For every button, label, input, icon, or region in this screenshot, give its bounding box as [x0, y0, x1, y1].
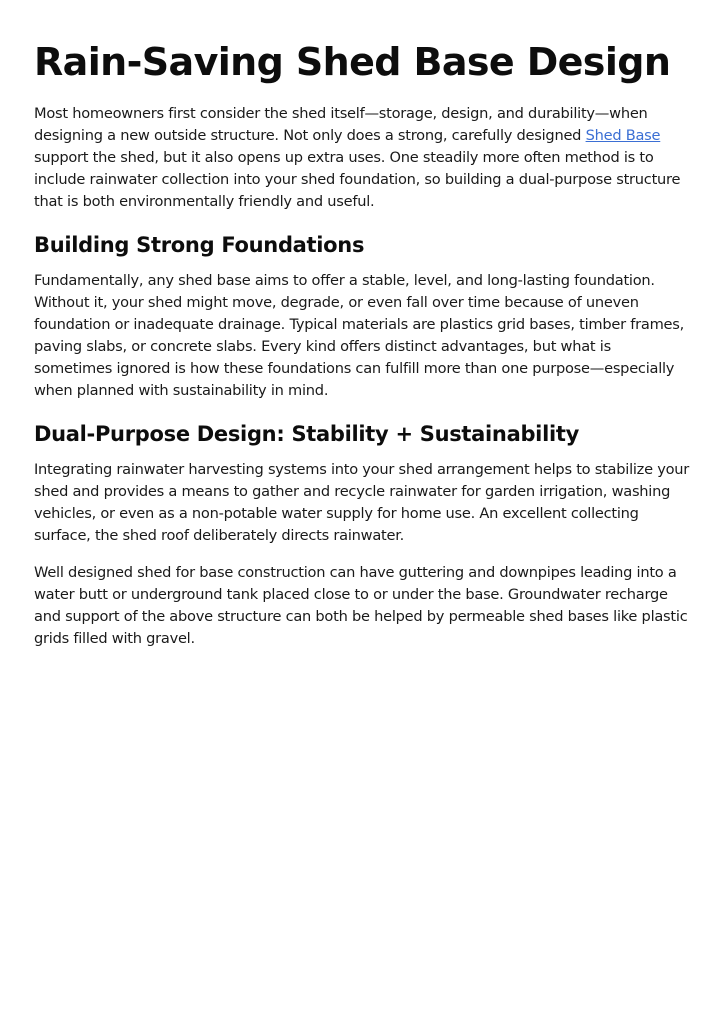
page-title: Rain-Saving Shed Base Design [34, 40, 671, 84]
shed-base-link[interactable]: Shed Base [585, 127, 661, 144]
shed-base-construction-paragraph: Well designed shed for base construction can have guttering and downpipes leading into a water butt or underground tank placed close to or under the base. Groundwater recharge and support of the above structure can both be helped by permeable shed bases like plastic grids filled with gravel. [34, 564, 688, 647]
document-page [34, 0, 690, 650]
rainwater-harvesting-paragraph: Integrating rainwater harvesting systems into your shed arrangement helps to stabilize your shed and provides a means to gather and recycle rainwater for garden irrigation, washing vehicles, or even as a non-potable water supply for home use. An excellent collecting surface, the shed roof deliberately directs rainwater. [34, 461, 690, 544]
intro-text-after-link: support the shed, but it also opens up extra uses. One steadily more often method is to include rainwater collection into your shed foundation, so building a dual-purpose structure that is both environmentally friendly and useful. [34, 149, 681, 210]
building-foundations-paragraph: Fundamentally, any shed base aims to offer a stable, level, and long-lasting foundation. Without it, your shed might move, degrade, or even fall over time because of uneven foundation or inadequate drainage. Typical materials are plastics grid bases, timber frames, paving slabs, or concrete slabs. Every kind offers distinct advantages, but what is sometimes ignored is how these foundations can fulfill more than one purpose—especially when planned with sustainability in mind. [34, 272, 685, 399]
section-heading-building-strong-foundations: Building Strong Foundations [34, 233, 365, 257]
section-heading-dual-purpose-design: Dual-Purpose Design: Stability + Sustainability [34, 422, 580, 446]
intro-paragraph [34, 103, 690, 213]
intro-text-before-link: Most homeowners first consider the shed itself—storage, design, and durability—when designing a new outside structure. Not only does a strong, carefully designed [34, 105, 648, 144]
